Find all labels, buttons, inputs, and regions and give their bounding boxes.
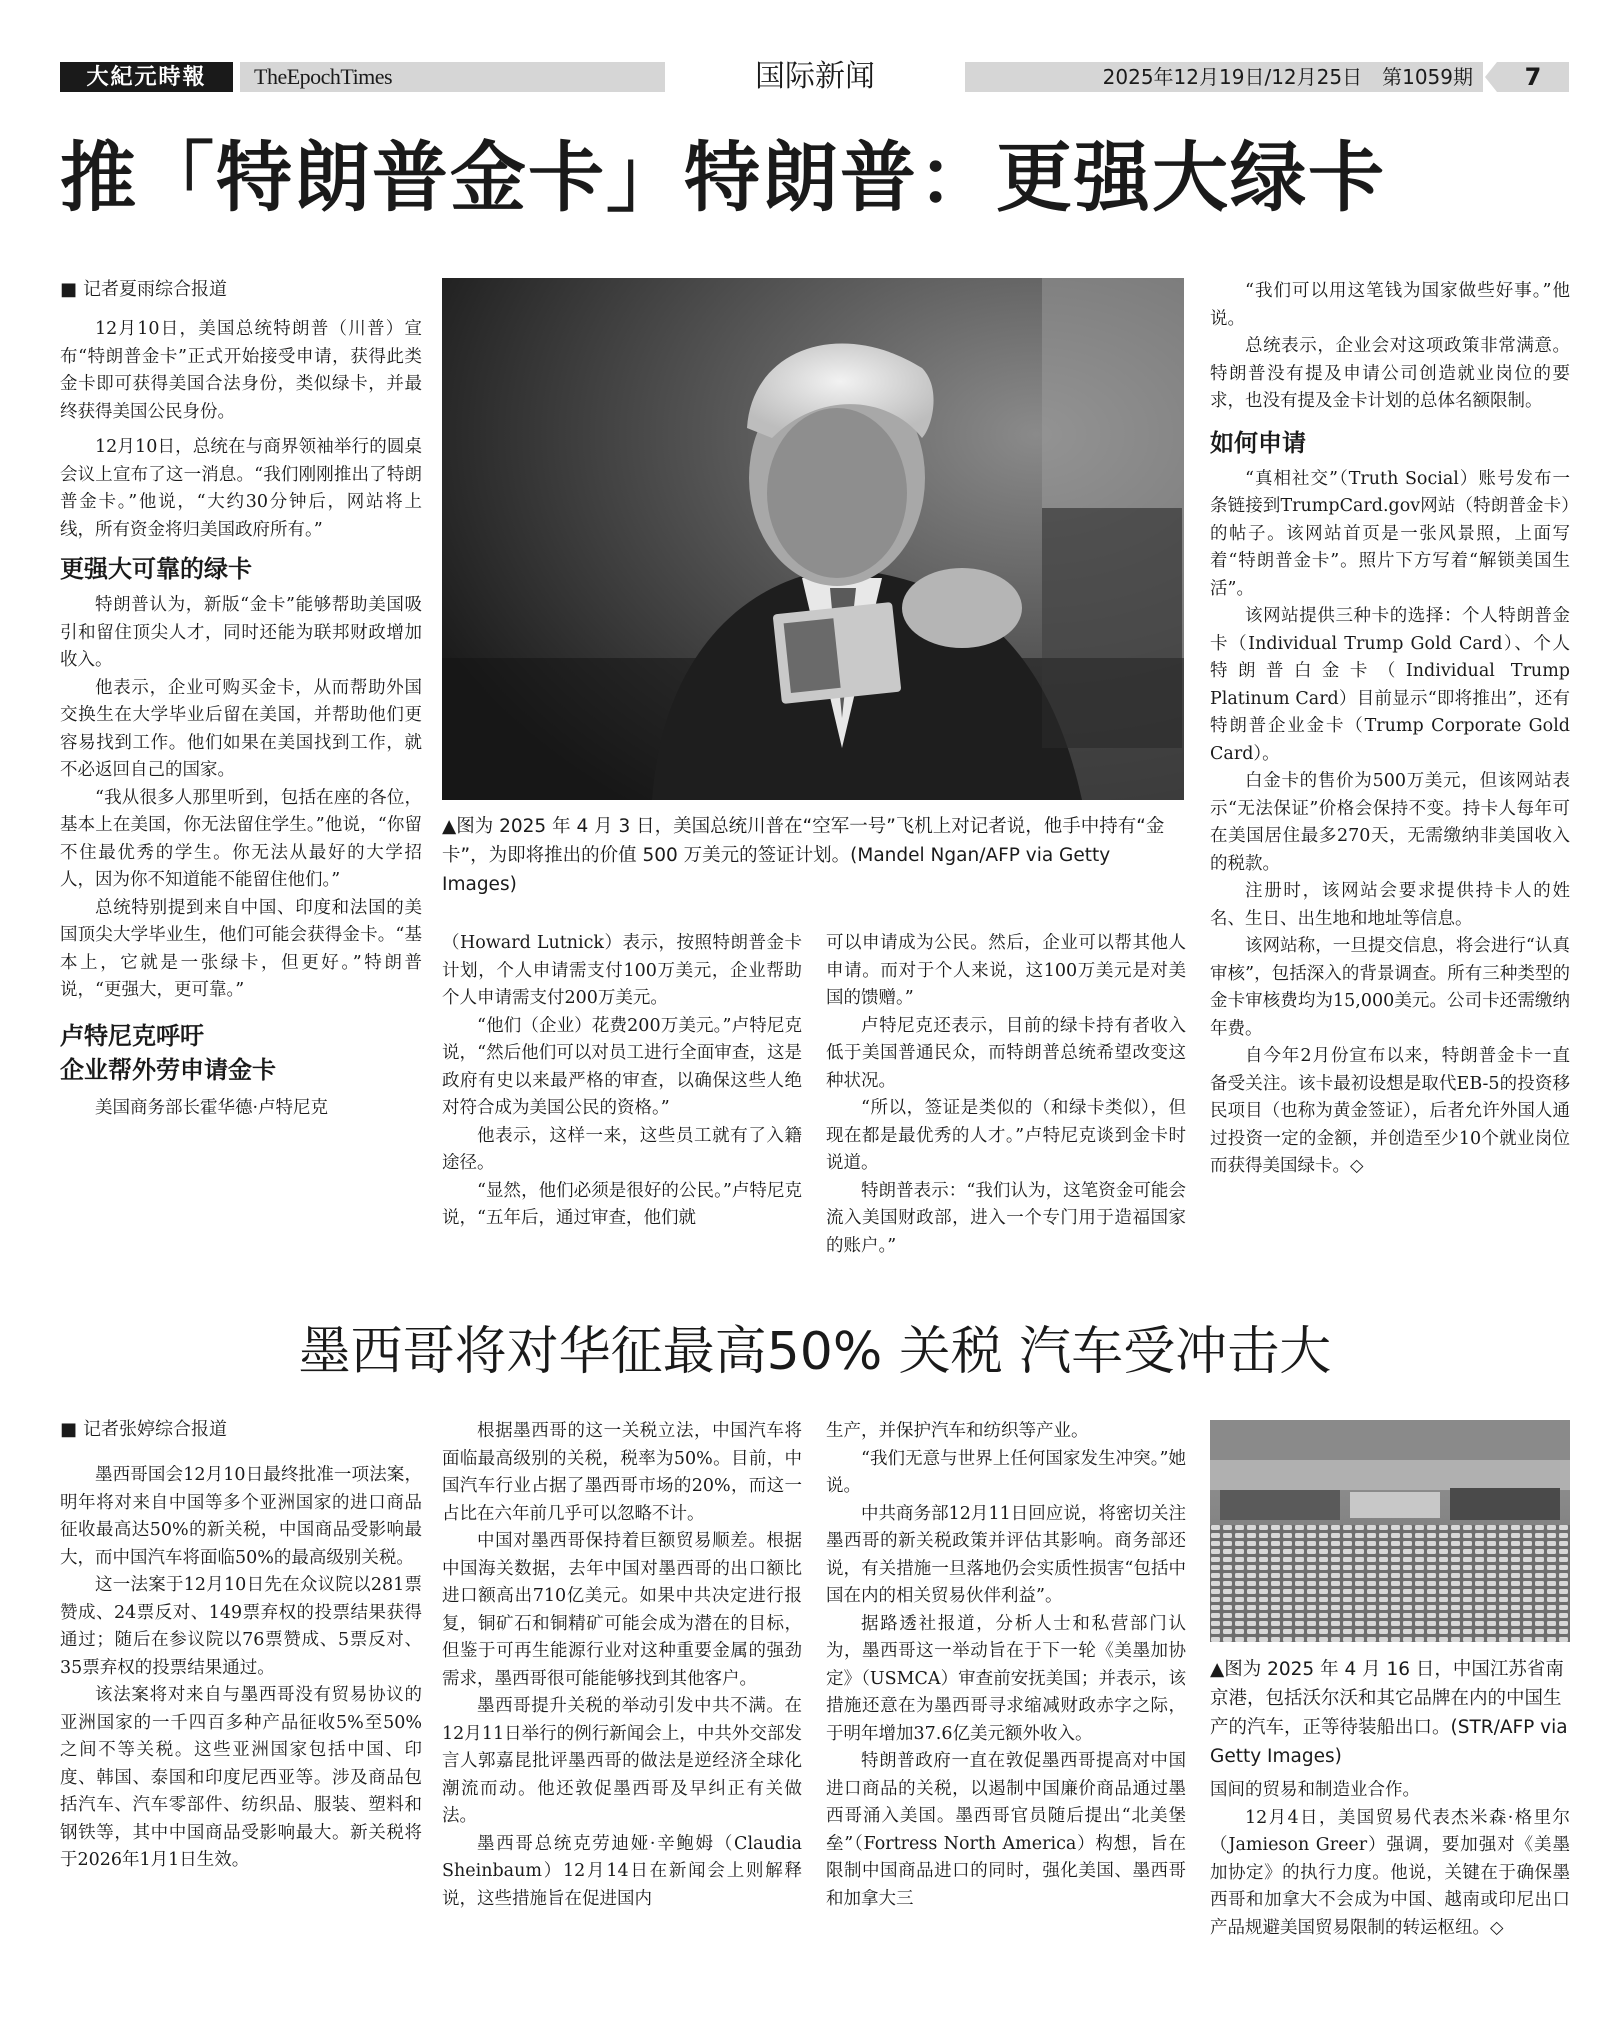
article1-column-1 (60, 278, 422, 1122)
paragraph: 自今年2月份宣布以来，特朗普金卡一直备受关注。该卡最初设想是取代EB-5的投资移民项目（也称为黄金签证），后者允许外国人通过投资一定的金额，并创造至少10个就业岗位而获得美国绿卡。◇ (1210, 1046, 1570, 1176)
paragraph: 该网站提供三种卡的选择：个人特朗普金卡（Individual Trump Gold Card）、个人特朗普白金卡（Individual Trump Platinum Card）目前显示“即将推出”，还有特朗普企业金卡（Trump Corporate Gold Card）。 (1210, 606, 1570, 764)
paragraph: 墨西哥总统克劳迪娅·辛鲍姆（Claudia Sheinbaum）12月14日在新闻会上则解释说，这些措施旨在促进国内 (442, 1833, 802, 1909)
subhead-line: 卢特尼克呼吁 (60, 1021, 204, 1050)
article1-photo-caption: ▲图为 2025 年 4 月 3 日，美国总统川普在“空军一号”飞机上对记者说，他手中持有“金卡”，为即将推出的价值 500 万美元的签证计划。(Mandel Ngan/AFP via Getty Images) (442, 816, 1165, 895)
paragraph: 总统表示，企业会对这项政策非常满意。特朗普没有提及申请公司创造就业岗位的要求，也没有提及金卡计划的总体名额限制。 (1210, 336, 1570, 411)
photo-illustration (442, 278, 1184, 800)
paragraph: 他表示，这样一来，这些员工就有了入籍途径。 (442, 1125, 802, 1173)
paragraph: 他表示，企业可购买金卡，从而帮助外国交换生在大学毕业后留在美国，并帮助他们更容易找到工作。他们如果在美国找到工作，就不必返回自己的国家。 (60, 677, 422, 780)
paragraph: 注册时，该网站会要求提供持卡人的姓名、生日、出生地和地址等信息。 (1210, 881, 1570, 929)
paragraph: “所以，签证是类似的（和绿卡类似），但现在都是最优秀的人才。”卢特尼克谈到金卡时说道。 (826, 1098, 1186, 1173)
paragraph: “他们（企业）花费200万美元。”卢特尼克说，“然后他们可以对员工进行全面审查，这是政府有史以来最严格的审查，以确保这些人绝对符合成为美国公民的资格。” (442, 1015, 802, 1118)
article1-headline: 推「特朗普金卡」特朗普：更强大绿卡 (60, 133, 1386, 222)
paragraph: 据路透社报道，分析人士和私营部门认为，墨西哥这一举动旨在于下一轮《美墨加协定》（USMCA）审查前安抚美国；并表示，该措施还意在为墨西哥寻求缩减财政赤字之际，于明年增加37.6亿美元额外收入。 (826, 1613, 1186, 1744)
paragraph: 白金卡的售价为500万美元，但该网站表示“无法保证”价格会保持不变。持卡人每年可在美国居住最多270天，无需缴纳非美国收入的税款。 (1210, 771, 1570, 874)
paragraph: 该网站称，一旦提交信息，将会进行“认真审核”，包括深入的背景调查。所有三种类型的金卡审核费均为15,000美元。公司卡还需缴纳年费。 (1210, 936, 1570, 1039)
paragraph: 12月10日，总统在与商界领袖举行的圆桌会议上宣布了这一消息。“我们刚刚推出了特朗普金卡。”他说，“大约30分钟后，网站将上线，所有资金将归美国政府所有。” (60, 437, 422, 540)
nanjing-port-cars-photo (1210, 1420, 1570, 1642)
article2-column-1 (60, 1418, 422, 1875)
article1-byline: ■ 记者夏雨综合报道 (60, 278, 422, 302)
photo-illustration (1210, 1420, 1570, 1642)
paragraph: “我们可以用这笔钱为国家做些好事。”他说。 (1210, 281, 1570, 329)
paragraph: 墨西哥提升关税的举动引发中共不满。在12月11日举行的例行新闻会上，中共外交部发言人郭嘉昆批评墨西哥的做法是逆经济全球化潮流而动。他还敦促墨西哥及早纠正有关做法。 (442, 1696, 802, 1826)
masthead-name: TheEpochTimes (240, 62, 665, 92)
article2-byline: ■ 记者张婷综合报道 (60, 1418, 422, 1442)
paragraph: 根据墨西哥的这一关税立法，中国汽车将面临最高级别的关税，税率为50%。目前，中国汽车行业占据了墨西哥市场的20%，而这一占比在六年前几乎可以忽略不计。 (442, 1421, 802, 1524)
article1-subhead-2 (60, 1019, 422, 1087)
paragraph: 生产，并保护汽车和纺织等产业。 (826, 1421, 1089, 1441)
article1-subhead-1: 更强大可靠的绿卡 (60, 555, 252, 583)
article2-column-4 (1210, 1777, 1570, 1942)
paragraph: 这一法案于12月10日先在众议院以281票赞成、24票反对、149票弃权的投票结果获得通过；随后在参议院以76票赞成、5票反对、35票弃权的投票结果通过。 (60, 1575, 422, 1678)
article2-headline: 墨西哥将对华征最高50% 关税 汽车受冲击大 (298, 1322, 1332, 1382)
issue-date: 2025年12月19日/12月25日 第1059期 (965, 62, 1483, 92)
paragraph: “我从很多人那里听到，包括在座的各位，基本上在美国，你无法留住学生。”他说，“你留不住最优秀的学生。你无法从最好的大学招人，因为你不知道能不能留住他们。” (60, 787, 422, 890)
article2-column-3 (826, 1418, 1186, 1913)
paragraph: “我们无意与世界上任何国家发生冲突。”她说。 (826, 1448, 1186, 1496)
paragraph: 中国对墨西哥保持着巨额贸易顺差。根据中国海关数据，去年中国对墨西哥的出口额比进口额高出710亿美元。如果中共决定进行报复，铜矿石和铜精矿可能会成为潜在的目标，但鉴于可再生能源行业对这种重要金属的强劲需求，墨西哥很可能能够找到其他客户。 (442, 1531, 802, 1689)
paragraph: 特朗普认为，新版“金卡”能够帮助美国吸引和留住顶尖人才，同时还能为联邦财政增加收入。 (60, 595, 422, 670)
article1-column-3 (826, 930, 1186, 1260)
paragraph: 该法案将对来自与墨西哥没有贸易协议的亚洲国家的一千四百多种产品征收5%至50%之间不等关税。这些亚洲国家包括中国、印度、韩国、泰国和印度尼西亚等。涉及商品包括汽车、汽车零部件、纺织品、服装、塑料和钢铁等，其中中国商品受影响最大。新关税将于2026年1月1日生效。 (60, 1685, 422, 1870)
paragraph: “显然，他们必须是很好的公民。”卢特尼克说，“五年后，通过审查，他们就 (442, 1180, 802, 1228)
paragraph: 特朗普表示：“我们认为，这笔资金可能会流入美国财政部，进入一个专门用于造福国家的账户。” (826, 1180, 1186, 1256)
paragraph: 可以申请成为公民。然后，企业可以帮其他人申请。而对于个人来说，这100万美元是对美国的馈赠。” (826, 933, 1186, 1008)
paragraph: 墨西哥国会12月10日最终批准一项法案，明年将对来自中国等多个亚洲国家的进口商品征收最高达50%的新关税，中国商品受影响最大，而中国汽车将面临50%的最高级别关税。 (60, 1465, 422, 1568)
article1-column-4 (1210, 278, 1570, 1181)
paragraph: 总统特别提到来自中国、印度和法国的美国顶尖大学毕业生，他们可能会获得金卡。“基本上，它就是一张绿卡，但更好。”特朗普说，“更强大，更可靠。” (60, 897, 422, 1000)
page-number: 7 (1497, 62, 1569, 92)
masthead-logo: 大紀元時報 (60, 62, 233, 92)
paragraph: 卢特尼克还表示，目前的绿卡持有者收入低于美国普通民众，而特朗普总统希望改变这种状况。 (826, 1015, 1186, 1091)
paragraph: 美国商务部长霍华德·卢特尼克 (95, 1097, 329, 1118)
paragraph: 12月4日，美国贸易代表杰米森·格里尔（Jamieson Greer）强调，要加强对《美墨加协定》的执行力度。他说，关键在于确保墨西哥和加拿大不会成为中国、越南或印尼出口产品规避美国贸易限制的转运枢纽。◇ (1210, 1807, 1570, 1938)
paragraph: 国间的贸易和制造业合作。 (1210, 1780, 1420, 1800)
article1-subhead-3: 如何申请 (1210, 428, 1306, 457)
article2-column-2 (442, 1418, 802, 1913)
paragraph: 特朗普政府一直在敦促墨西哥提高对中国进口商品的关税，以遏制中国廉价商品通过墨西哥涌入美国。墨西哥官员随后提出“北美堡垒”（Fortress North America）构想，旨在限制中国商品进口的同时，强化美国、墨西哥和加拿大三 (826, 1751, 1186, 1909)
article1-column-2 (442, 930, 802, 1233)
article2-photo-caption: ▲图为 2025 年 4 月 16 日，中国江苏省南京港，包括沃尔沃和其它品牌在内的中国生产的汽车，正等待装船出口。(STR/AFP via Getty Images) (1210, 1659, 1568, 1767)
paragraph: 中共商务部12月11日回应说，将密切关注墨西哥的新关税政策并评估其影响。商务部还说，有关措施一旦落地仍会实质性损害“包括中国在内的相关贸易伙伴利益”。 (826, 1503, 1186, 1606)
trump-gold-card-photo (442, 278, 1184, 800)
paragraph: （Howard Lutnick）表示，按照特朗普金卡计划，个人申请需支付100万美元，企业帮助个人申请需支付200万美元。 (442, 933, 802, 1008)
subhead-line: 企业帮外劳申请金卡 (60, 1055, 276, 1084)
paragraph: “真相社交”（Truth Social）账号发布一条链接到TrumpCard.gov网站（特朗普金卡）的帖子。该网站首页是一张风景照，上面写着“特朗普金卡”。照片下方写着“解锁美国生活”。 (1210, 468, 1570, 599)
paragraph: 12月10日，美国总统特朗普（川普）宣布“特朗普金卡”正式开始接受申请，获得此类金卡即可获得美国合法身份，类似绿卡，并最终获得美国公民身份。 (60, 319, 422, 422)
section-title: 国际新闻 (755, 59, 875, 94)
